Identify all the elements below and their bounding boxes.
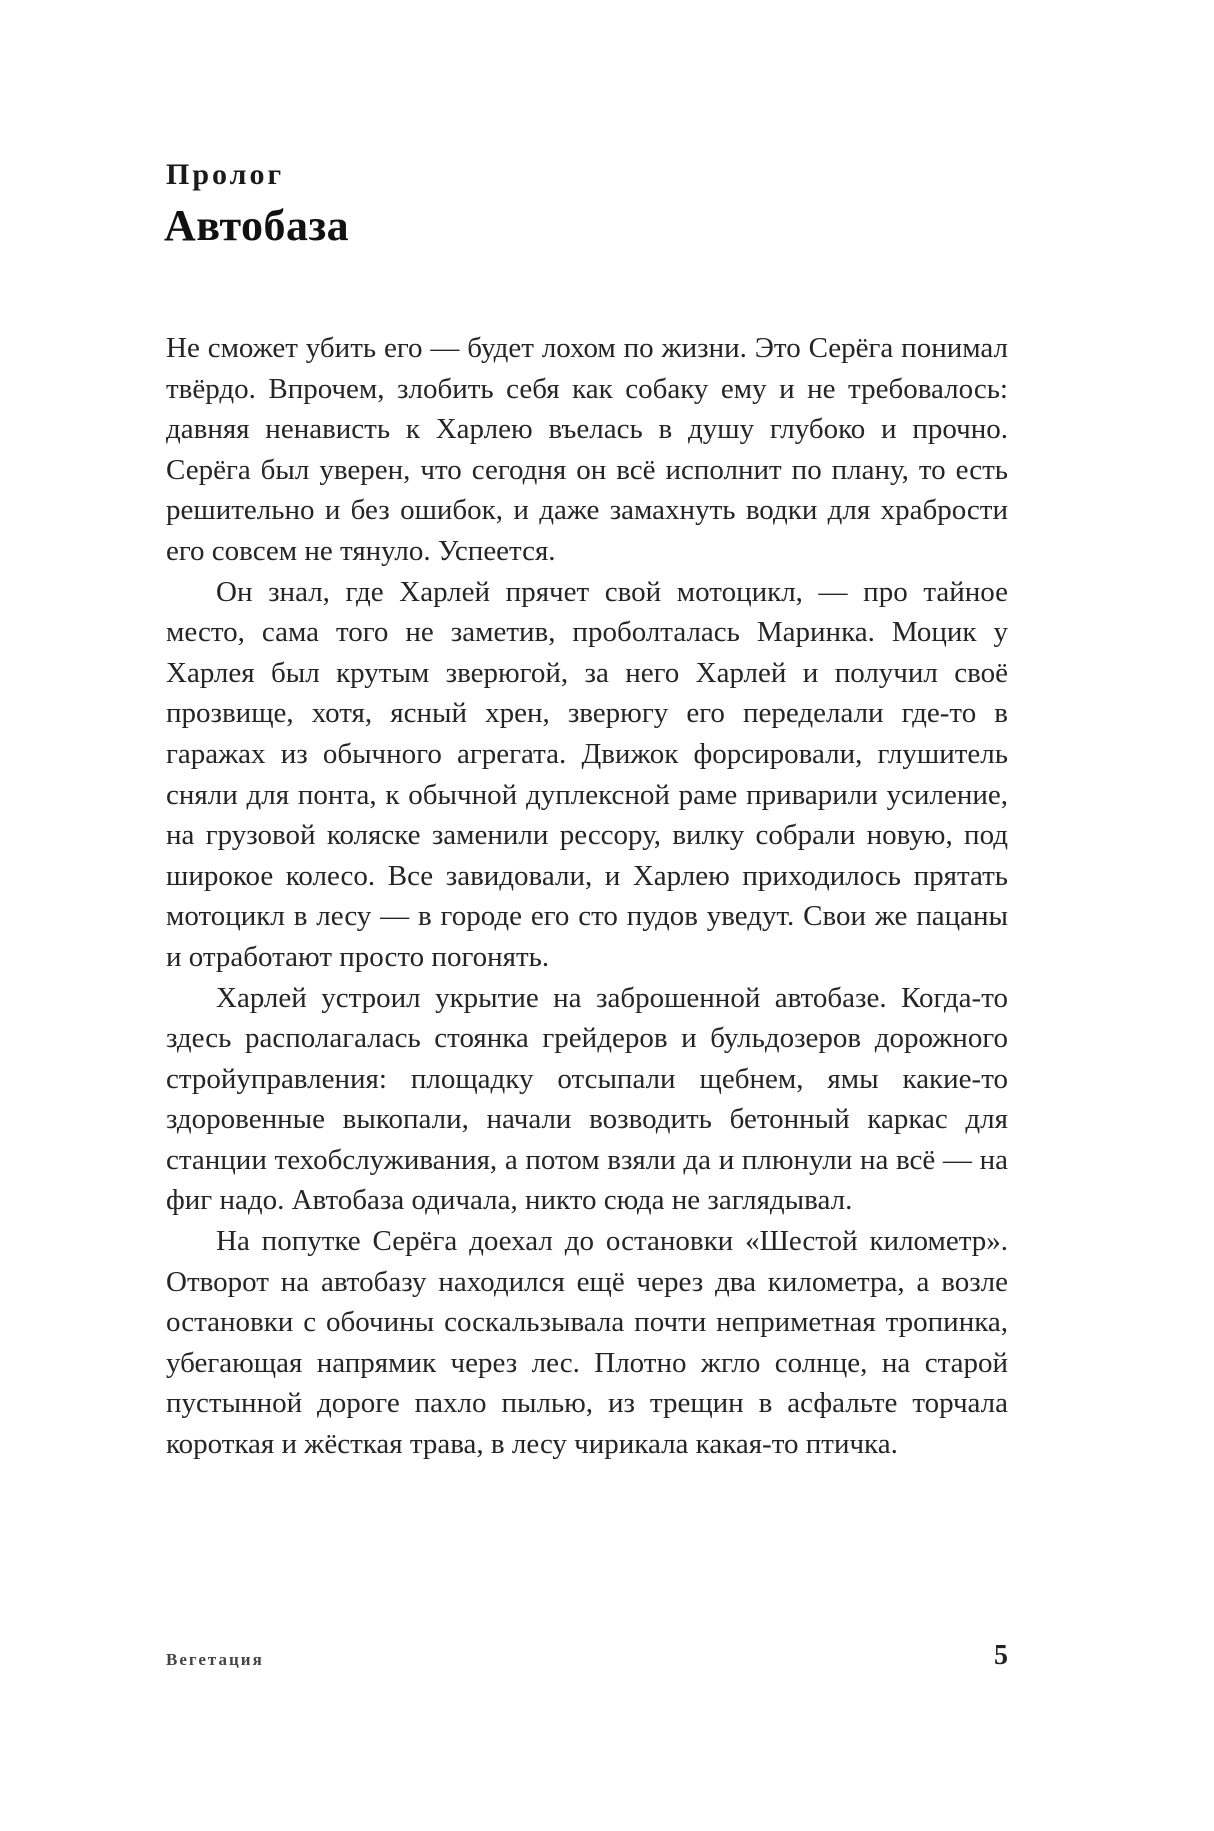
chapter-title: Автобаза bbox=[164, 201, 350, 250]
page-number: 5 bbox=[994, 1640, 1008, 1671]
chapter-label: Пролог bbox=[166, 158, 285, 191]
paragraph: Не сможет убить его — будет лохом по жизни. Это Серёга понимал твёрдо. Впрочем, злобить себя как собаку ему и не требовалось: давняя ненависть к Харлею въелась в душу глубоко и прочно. Серёга был уверен, что сегодня он всё исполнит по плану, то есть решительно и без ошибок, и даже замахнуть водки для храбрости его совсем не тянуло. Успеется. bbox=[166, 332, 1008, 567]
running-footer-book-title: Вегетация bbox=[166, 1650, 264, 1669]
paragraph: Он знал, где Харлей прячет свой мотоцикл, — про тайное место, сама того не заметив, проболталась Маринка. Моцик у Харлея был крутым зверюгой, за него Харлей и получил своё прозвище, хотя, ясный хрен, зверюгу его переделали где-то в гаражах из обычного агрегата. Движок форсировали, глушитель сняли для понта, к обычной дуплексной раме приварили усиление, на грузовой коляске заменили рессору, вилку собрали новую, под широкое колесо. Все завидовали, и Харлею приходилось прятать мотоцикл в лесу — в городе его сто пудов уведут. Свои же пацаны и отработают просто погонять. bbox=[166, 575, 1008, 973]
paragraph: Харлей устроил укрытие на заброшенной автобазе. Когда-то здесь располагалась стоянка грейдеров и бульдозеров дорожного стройуправления: площадку отсыпали щебнем, ямы какие-то здоровенные выкопали, начали возводить бетонный каркас для станции техобслуживания, а потом взяли да и плюнули на всё — на фиг надо. Автобаза одичала, никто сюда не заглядывал. bbox=[166, 981, 1008, 1217]
paragraph: На попутке Серёга доехал до остановки «Шестой километр». Отворот на автобазу находился ещё через два километра, а возле остановки с обочины соскальзывала почти неприметная тропинка, убегающая напрямик через лес. Плотно жгло солнце, на старой пустынной дороге пахло пылью, из трещин в асфальте торчала короткая и жёсткая трава, в лесу чирикала какая-то птичка. bbox=[166, 1225, 1008, 1461]
chapter-body bbox=[166, 328, 1008, 1465]
